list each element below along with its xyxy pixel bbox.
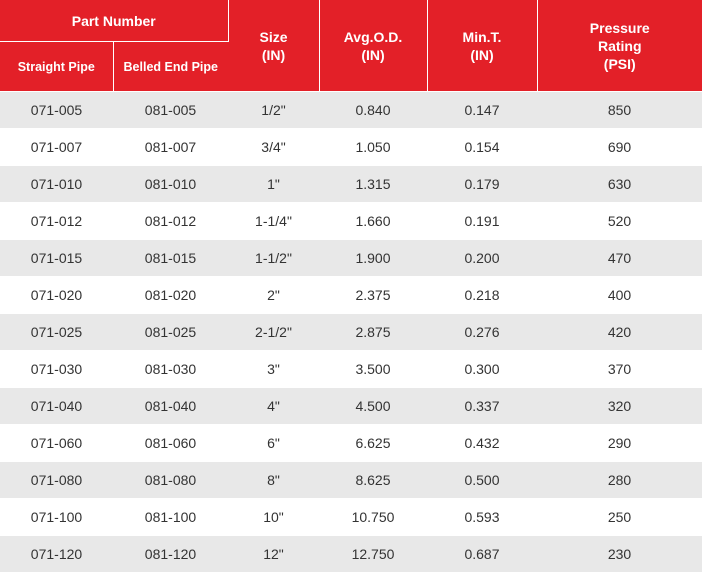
header-size: Size (IN) <box>228 0 319 92</box>
cell-pressure-rating: 850 <box>537 92 702 129</box>
cell-size: 4" <box>228 388 319 425</box>
cell-size: 1" <box>228 166 319 203</box>
cell-avg-od: 1.050 <box>319 129 427 166</box>
cell-min-t: 0.200 <box>427 240 537 277</box>
cell-min-t: 0.154 <box>427 129 537 166</box>
cell-size: 12" <box>228 536 319 573</box>
cell-avg-od: 8.625 <box>319 462 427 499</box>
table-row <box>0 536 702 573</box>
cell-pressure-rating: 690 <box>537 129 702 166</box>
cell-avg-od: 4.500 <box>319 388 427 425</box>
table-row <box>0 351 702 388</box>
table-row <box>0 92 702 129</box>
table-row <box>0 240 702 277</box>
table-row <box>0 388 702 425</box>
cell-pressure-rating: 470 <box>537 240 702 277</box>
cell-size: 6" <box>228 425 319 462</box>
cell-size: 1-1/4" <box>228 203 319 240</box>
cell-belled-end-pipe: 081-015 <box>113 240 228 277</box>
cell-size: 10" <box>228 499 319 536</box>
cell-straight-pipe: 071-010 <box>0 166 113 203</box>
table-row <box>0 166 702 203</box>
header-belled-end-pipe: Belled End Pipe <box>113 42 228 92</box>
cell-avg-od: 2.875 <box>319 314 427 351</box>
cell-min-t: 0.432 <box>427 425 537 462</box>
cell-pressure-rating: 280 <box>537 462 702 499</box>
cell-straight-pipe: 071-015 <box>0 240 113 277</box>
cell-min-t: 0.300 <box>427 351 537 388</box>
cell-min-t: 0.218 <box>427 277 537 314</box>
cell-size: 2-1/2" <box>228 314 319 351</box>
table-row <box>0 203 702 240</box>
cell-min-t: 0.337 <box>427 388 537 425</box>
cell-straight-pipe: 071-005 <box>0 92 113 129</box>
cell-belled-end-pipe: 081-060 <box>113 425 228 462</box>
cell-size: 1-1/2" <box>228 240 319 277</box>
cell-pressure-rating: 320 <box>537 388 702 425</box>
table-body <box>0 92 702 573</box>
cell-min-t: 0.191 <box>427 203 537 240</box>
table-row <box>0 129 702 166</box>
cell-pressure-rating: 370 <box>537 351 702 388</box>
cell-straight-pipe: 071-120 <box>0 536 113 573</box>
table-row <box>0 462 702 499</box>
cell-avg-od: 1.660 <box>319 203 427 240</box>
header-pressure-rating: Pressure Rating (PSI) <box>537 0 702 92</box>
cell-pressure-rating: 420 <box>537 314 702 351</box>
cell-straight-pipe: 071-100 <box>0 499 113 536</box>
cell-belled-end-pipe: 081-080 <box>113 462 228 499</box>
table-row <box>0 277 702 314</box>
cell-straight-pipe: 071-060 <box>0 425 113 462</box>
cell-size: 2" <box>228 277 319 314</box>
cell-avg-od: 1.315 <box>319 166 427 203</box>
cell-min-t: 0.147 <box>427 92 537 129</box>
cell-min-t: 0.179 <box>427 166 537 203</box>
cell-min-t: 0.276 <box>427 314 537 351</box>
table-row <box>0 499 702 536</box>
cell-pressure-rating: 630 <box>537 166 702 203</box>
cell-belled-end-pipe: 081-020 <box>113 277 228 314</box>
cell-straight-pipe: 071-025 <box>0 314 113 351</box>
cell-pressure-rating: 230 <box>537 536 702 573</box>
cell-straight-pipe: 071-020 <box>0 277 113 314</box>
header-straight-pipe: Straight Pipe <box>0 42 113 92</box>
cell-belled-end-pipe: 081-120 <box>113 536 228 573</box>
cell-size: 8" <box>228 462 319 499</box>
cell-straight-pipe: 071-012 <box>0 203 113 240</box>
cell-belled-end-pipe: 081-040 <box>113 388 228 425</box>
cell-belled-end-pipe: 081-010 <box>113 166 228 203</box>
cell-size: 3/4" <box>228 129 319 166</box>
header-avg-od: Avg.O.D. (IN) <box>319 0 427 92</box>
cell-belled-end-pipe: 081-005 <box>113 92 228 129</box>
cell-straight-pipe: 071-040 <box>0 388 113 425</box>
cell-min-t: 0.500 <box>427 462 537 499</box>
cell-avg-od: 3.500 <box>319 351 427 388</box>
cell-pressure-rating: 400 <box>537 277 702 314</box>
cell-pressure-rating: 290 <box>537 425 702 462</box>
header-part-number: Part Number <box>0 0 228 42</box>
cell-belled-end-pipe: 081-100 <box>113 499 228 536</box>
table-row <box>0 314 702 351</box>
cell-avg-od: 12.750 <box>319 536 427 573</box>
cell-pressure-rating: 520 <box>537 203 702 240</box>
cell-size: 1/2" <box>228 92 319 129</box>
cell-straight-pipe: 071-030 <box>0 351 113 388</box>
cell-min-t: 0.593 <box>427 499 537 536</box>
cell-pressure-rating: 250 <box>537 499 702 536</box>
cell-belled-end-pipe: 081-012 <box>113 203 228 240</box>
header-min-t: Min.T. (IN) <box>427 0 537 92</box>
cell-avg-od: 1.900 <box>319 240 427 277</box>
cell-avg-od: 6.625 <box>319 425 427 462</box>
cell-straight-pipe: 071-007 <box>0 129 113 166</box>
table-row <box>0 425 702 462</box>
cell-straight-pipe: 071-080 <box>0 462 113 499</box>
cell-avg-od: 10.750 <box>319 499 427 536</box>
cell-avg-od: 0.840 <box>319 92 427 129</box>
cell-avg-od: 2.375 <box>319 277 427 314</box>
cell-belled-end-pipe: 081-007 <box>113 129 228 166</box>
cell-belled-end-pipe: 081-030 <box>113 351 228 388</box>
cell-size: 3" <box>228 351 319 388</box>
cell-belled-end-pipe: 081-025 <box>113 314 228 351</box>
cell-min-t: 0.687 <box>427 536 537 573</box>
